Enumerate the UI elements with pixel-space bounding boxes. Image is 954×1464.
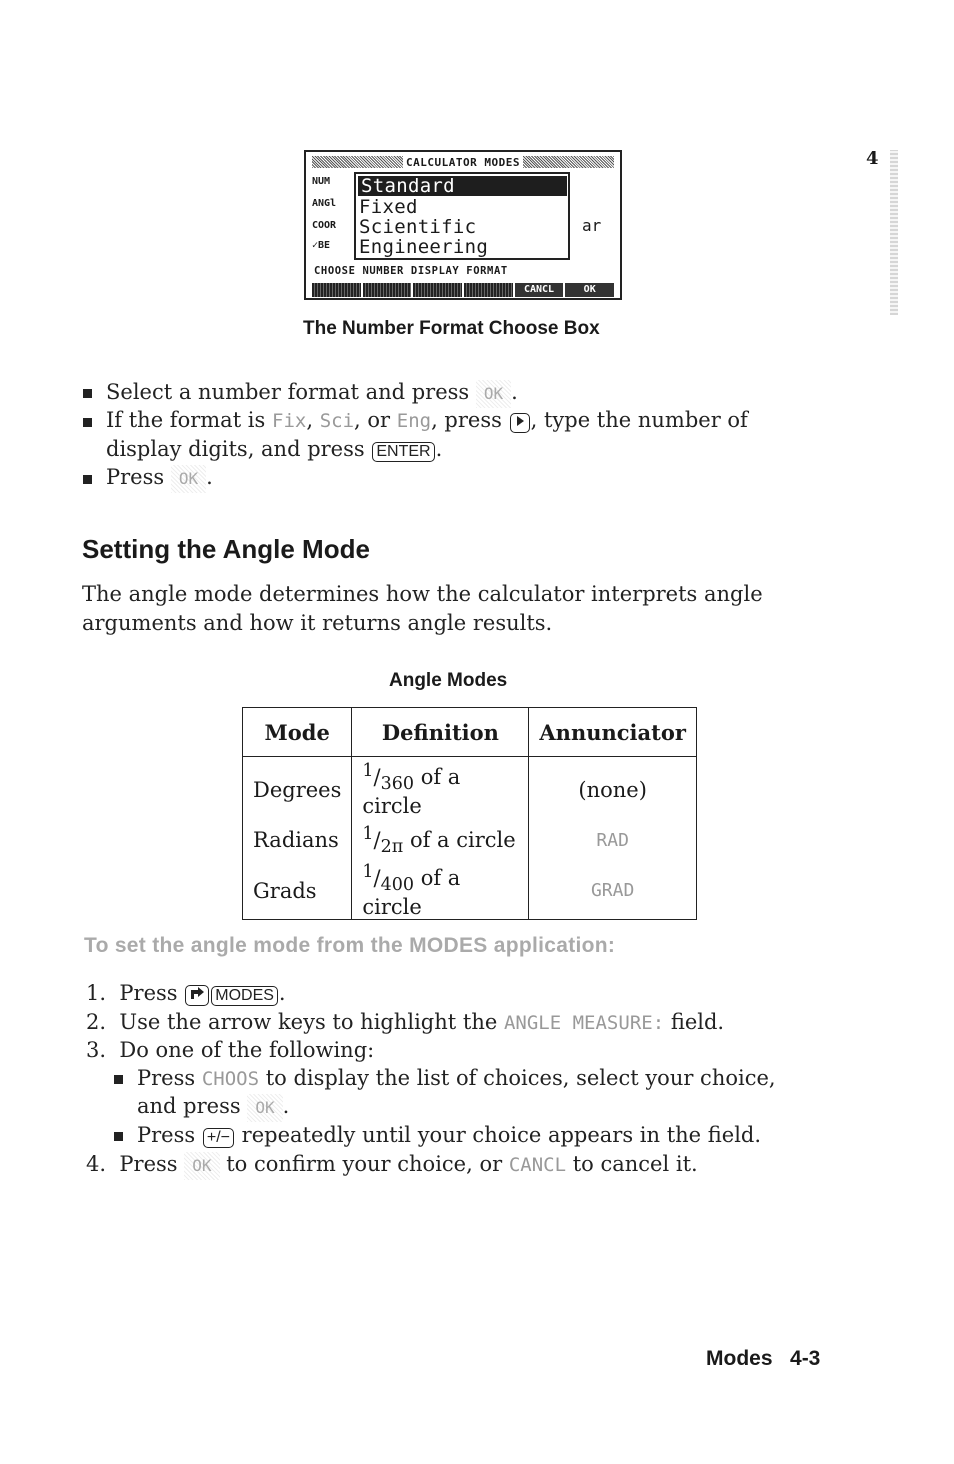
table-row (243, 818, 697, 862)
menu-key-blank-4 (464, 283, 513, 297)
choice-scientific[interactable]: Scientific (359, 216, 477, 238)
page-edge-strip (890, 150, 898, 315)
figure-caption: The Number Format Choose Box (303, 318, 600, 339)
fix-label: Fix (272, 410, 307, 432)
side-label-num: NUM (312, 176, 331, 187)
bullet-marker (83, 389, 92, 398)
side-label-beep: ✓BE (312, 240, 331, 251)
sci-label: Sci (319, 410, 355, 432)
table-header-annunciator: Annunciator (529, 708, 697, 757)
table-row (243, 757, 697, 819)
choose-box (354, 172, 570, 260)
definition-cell: $^1/_{360}$ of a circle (352, 757, 529, 819)
substep-choose: Press CHOOS to display the list of choices, select your choice, (137, 1066, 776, 1090)
bullet-marker (114, 1132, 123, 1141)
bullet-marker (83, 418, 92, 427)
table-header-mode: Mode (243, 708, 352, 757)
section-heading: Setting the Angle Mode (82, 534, 370, 564)
choice-engineering[interactable]: Engineering (359, 236, 489, 258)
chapter-number: 4 (866, 148, 879, 169)
calculator-screen (304, 150, 622, 300)
step-2: 2. Use the arrow keys to highlight the ANGLE MEASURE: field. (86, 1010, 725, 1034)
side-label-coord: COOR (312, 220, 337, 231)
definition-cell: $^1/_{2\pi}$ of a circle (352, 818, 529, 862)
screen-title: CALCULATOR MODES (406, 155, 520, 169)
ok-softkey: OK (247, 1094, 282, 1122)
table-row (243, 862, 697, 920)
choice-fixed[interactable]: Fixed (359, 196, 418, 218)
mode-cell: Radians (253, 828, 339, 853)
screen-title-bar (312, 154, 614, 170)
section-paragraph-line2: arguments and how it returns angle results. (82, 611, 553, 635)
bullet-format-digits-line2: display digits, and press ENTER . (106, 437, 443, 461)
choos-softkey: CHOOS (201, 1068, 260, 1090)
menu-key-bar (312, 283, 614, 297)
bullet-marker (83, 475, 92, 484)
modes-key: MODES (211, 986, 278, 1006)
menu-key-blank-1 (312, 283, 361, 297)
table-header-definition: Definition (352, 708, 529, 757)
page-footer: Modes 4-3 (706, 1347, 821, 1370)
menu-key-blank-3 (413, 283, 462, 297)
partial-field-text: ar (582, 216, 602, 235)
step-3: 3. Do one of the following: (86, 1038, 375, 1062)
bullet-format-digits: If the format is Fix, Sci, or Eng, press , type the number of (106, 408, 748, 432)
menu-key-ok[interactable]: OK (565, 283, 614, 297)
angle-modes-table (242, 707, 697, 920)
definition-cell: $^1/_{400}$ of a circle (352, 862, 529, 920)
step-1: 1. Press MODES . (86, 981, 286, 1005)
step-4: 4. Press OK to confirm your choice, or CANCL to cancel it. (86, 1150, 698, 1180)
bullet-marker (114, 1075, 123, 1084)
side-label-angle: ANGl (312, 198, 337, 209)
procedure-heading: To set the angle mode from the MODES application: (84, 934, 616, 957)
enter-key: ENTER (372, 442, 434, 462)
bullet-press-ok: Press OK . (106, 463, 213, 493)
right-arrow-key-icon (510, 413, 530, 433)
eng-label: Eng (396, 410, 432, 432)
table-caption: Angle Modes (389, 670, 508, 691)
plus-minus-key: +/− (203, 1128, 234, 1148)
bullet-select-format: Select a number format and press OK . (106, 378, 518, 408)
right-shift-key-icon (185, 985, 209, 1006)
annunciator-cell: GRAD (529, 862, 697, 920)
annunciator-cell: RAD (529, 818, 697, 862)
angle-measure-field-label: ANGLE MEASURE: (503, 1012, 665, 1034)
substep-plus-minus: Press +/− repeatedly until your choice appears in the field. (137, 1123, 762, 1147)
mode-cell: Grads (253, 878, 317, 903)
menu-key-blank-2 (363, 283, 412, 297)
section-paragraph-line1: The angle mode determines how the calculator interprets angle (82, 582, 763, 606)
annunciator-cell: (none) (529, 757, 697, 819)
cancel-softkey: CANCL (508, 1154, 567, 1176)
choice-standard[interactable]: Standard (358, 176, 567, 196)
screen-prompt: CHOOSE NUMBER DISPLAY FORMAT (314, 265, 508, 277)
ok-softkey: OK (476, 380, 511, 408)
mode-cell: Degrees (253, 777, 342, 802)
ok-softkey: OK (171, 465, 206, 493)
substep-choose-line2: and press OK . (137, 1092, 289, 1122)
menu-key-cancel[interactable]: CANCL (515, 283, 564, 297)
ok-softkey: OK (184, 1152, 219, 1180)
